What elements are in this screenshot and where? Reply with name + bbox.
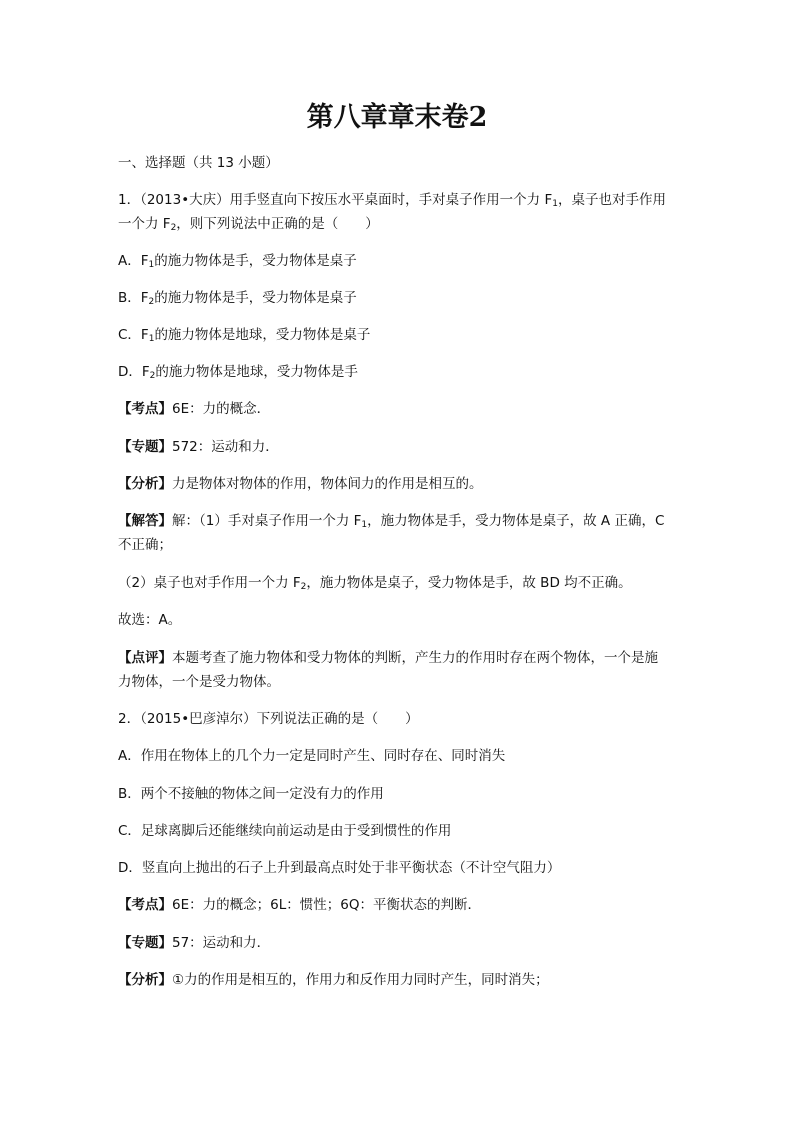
q1-option-b xyxy=(118,287,688,309)
q1-option-d-subscript: 2 xyxy=(149,371,156,381)
q2-option-c: C．足球离脚后还能继续向前运动是由于受到惯性的作用 xyxy=(118,823,452,839)
q1-jieda-line1-tail: ，施力物体是手，受力物体是桌子，故 A 正确，C xyxy=(367,513,665,529)
q1-zhuanti-label: 【专题】 xyxy=(118,439,172,455)
q1-answer: 故选：A。 xyxy=(118,612,182,628)
q1-stem-line1-subscript: 1 xyxy=(552,199,558,209)
q2-option-a: A．作用在物体上的几个力一定是同时产生、同时存在、同时消失 xyxy=(118,748,506,764)
q1-dianping-line2: 力物体，一个是受力物体。 xyxy=(118,674,280,690)
q2-kaodian-label: 【考点】 xyxy=(118,897,172,913)
q1-option-a-tail: 的施力物体是手，受力物体是桌子 xyxy=(154,253,357,269)
q1-zhuanti xyxy=(118,436,688,458)
q1-option-a xyxy=(118,250,688,272)
q1-jieda-line3 xyxy=(118,572,688,594)
q1-option-d-tail: 的施力物体是地球，受力物体是手 xyxy=(155,364,358,380)
q1-stem-line2 xyxy=(118,213,688,235)
q2-kaodian-text: 6E：力的概念；6L：惯性；6Q：平衡状态的判断． xyxy=(172,897,481,913)
q1-dianping-label: 【点评】 xyxy=(118,650,172,666)
q2-fenxi-label: 【分析】 xyxy=(118,972,172,988)
q1-jieda-line1-text: 解：（1）手对桌子作用一个力 F xyxy=(172,513,362,529)
q1-option-b-tail: 的施力物体是手，受力物体是桌子 xyxy=(154,290,357,306)
q1-jieda-label: 【解答】 xyxy=(118,513,172,529)
q1-option-d xyxy=(118,361,688,383)
q1-stem-line1-text: 1．（2013•大庆）用手竖直向下按压水平桌面时，手对桌子作用一个力 F xyxy=(118,192,553,208)
q1-option-b-subscript: 2 xyxy=(148,297,155,307)
q1-stem-line2-tail: ，则下列说法中正确的是（ ） xyxy=(176,216,379,232)
q1-option-c-subscript: 1 xyxy=(148,334,155,344)
q1-option-a-subscript: 1 xyxy=(148,260,155,270)
q1-fenxi-text: 力是物体对物体的作用，物体间力的作用是相互的。 xyxy=(172,476,483,492)
q2-zhuanti-text: 57：运动和力． xyxy=(172,935,271,951)
q2-option-b: B．两个不接触的物体之间一定没有力的作用 xyxy=(118,786,384,802)
q1-jieda-line1 xyxy=(118,510,688,532)
q2-fenxi xyxy=(118,969,688,991)
q1-option-c xyxy=(118,324,688,346)
page-title: 第八章章末卷2 xyxy=(306,102,488,133)
q1-zhuanti-text: 572：运动和力． xyxy=(172,439,279,455)
q2-kaodian xyxy=(118,894,688,916)
q1-stem-line2-subscript: 2 xyxy=(170,223,177,233)
q1-jieda-line1-subscript: 1 xyxy=(361,520,368,530)
q1-option-b-text: B．F xyxy=(118,290,149,306)
q2-stem: 2．（2015•巴彦淖尔）下列说法正确的是（ ） xyxy=(118,711,419,727)
q1-dianping-line1-text: 本题考查了施力物体和受力物体的判断，产生力的作用时存在两个物体，一个是施 xyxy=(172,650,658,666)
q1-fenxi-label: 【分析】 xyxy=(118,476,172,492)
q2-fenxi-text: ①力的作用是相互的，作用力和反作用力同时产生，同时消失； xyxy=(172,972,549,988)
q1-kaodian xyxy=(118,398,688,420)
q1-fenxi xyxy=(118,473,688,495)
q1-option-c-tail: 的施力物体是地球，受力物体是桌子 xyxy=(154,327,371,343)
q2-option-d: D．竖直向上抛出的石子上升到最高点时处于非平衡状态（不计空气阻力） xyxy=(118,860,561,876)
q2-zhuanti-label: 【专题】 xyxy=(118,935,172,951)
section-heading: 一、选择题（共 13 小题） xyxy=(118,155,279,171)
q1-jieda-line2: 不正确； xyxy=(118,537,172,553)
q1-option-c-text: C．F xyxy=(118,327,149,343)
q1-jieda-line3-tail: ，施力物体是桌子，受力物体是手，故 BD 均不正确。 xyxy=(306,575,632,591)
q1-stem-line2-text: 一个力 F xyxy=(118,216,171,232)
q1-jieda-line3-text: （2）桌子也对手作用一个力 F xyxy=(118,575,301,591)
q1-jieda-line3-subscript: 2 xyxy=(300,582,307,592)
q1-kaodian-label: 【考点】 xyxy=(118,401,172,417)
q1-stem-line1 xyxy=(118,189,688,211)
q1-stem-line1-tail: ，桌子也对手作用 xyxy=(557,192,666,208)
q1-kaodian-text: 6E：力的概念． xyxy=(172,401,271,417)
q2-zhuanti xyxy=(118,932,688,954)
q1-option-d-text: D．F xyxy=(118,364,150,380)
q1-dianping-line1 xyxy=(118,647,688,669)
q1-option-a-text: A．F xyxy=(118,253,149,269)
